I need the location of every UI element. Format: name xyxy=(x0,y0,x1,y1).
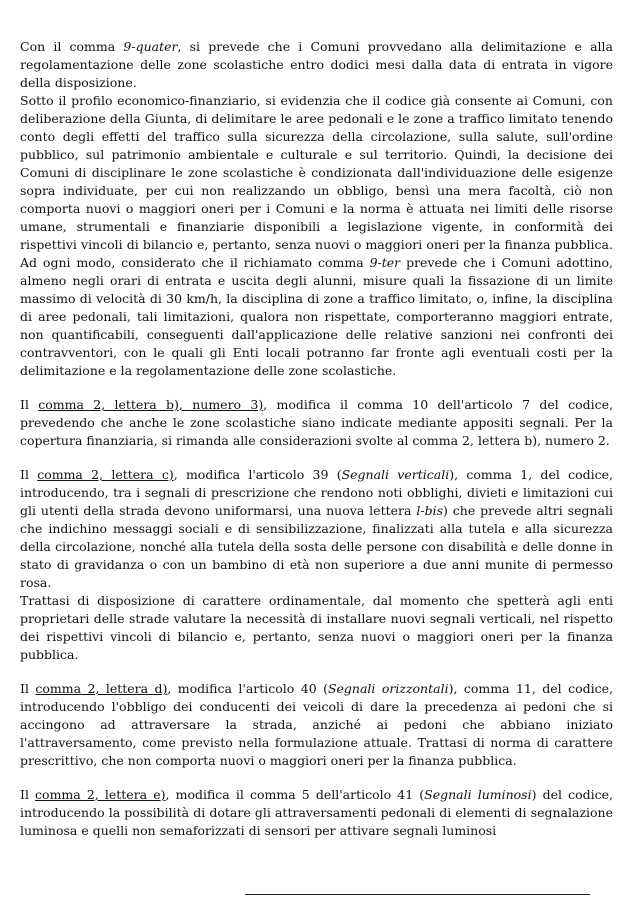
text-run: , si prevede che i Comuni provvedano alla delimitazione e alla regolamentazione delle zone scolastiche entro dodici mesi dalla data di entrata in vigore della disposizione. xyxy=(20,39,613,90)
article-reference: comma 2, lettera c) xyxy=(37,467,174,482)
italic-text: 9-quater xyxy=(123,39,178,54)
text-run: ), comma 11, del codice, introducendo l'obbligo dei conducenti dei veicoli di dare la precedenza ai pedoni che si accingono ad attraversare la strada, anziché ai pedoni che abbiano iniziato l'attraversamento, come previsto nella formulazione attuale. Trattasi di norma di carattere prescrittivo, che non comporta nuovi o maggiori oneri per la finanza pubblica. xyxy=(20,681,613,768)
paragraph xyxy=(20,92,613,380)
text-run: Con il comma xyxy=(20,39,124,54)
text-run: prevede che i Comuni adottino, almeno negli orari di entrata e uscita degli alunni, misure quali la fissazione di un limite massimo di velocità di 30 km/h, la disciplina di zone a traffico limitato, o, infine, la disciplina di aree pedonali, tali limitazioni, qualora non rispettate, comporteranno maggiori entrate, non quantificabili, conseguenti dall'applicazione delle relative sanzioni nei confronti dei contravventori, con le quali gli Enti locali potranno far fronte agli eventuali costi per la delimitazione e la regolamentazione delle zone scolastiche. xyxy=(20,255,613,378)
article-reference: comma 2, lettera d) xyxy=(35,681,168,696)
paragraph xyxy=(20,592,613,664)
italic-text: Segnali luminosi xyxy=(424,787,532,802)
footnote-separator-line xyxy=(245,894,590,895)
italic-text: 9-ter xyxy=(369,255,401,270)
text-run: Trattasi di disposizione di carattere ordinamentale, dal momento che spetterà agli enti proprietari delle strade valutare la necessità di installare nuovi segnali verticali, nel rispetto dei rispettivi vincoli di bilancio e, pertanto, senza nuovi o maggiori oneri per la finanza pubblica. xyxy=(20,593,613,662)
text-run: Il xyxy=(20,467,38,482)
text-run: Il xyxy=(20,787,36,802)
text-run: ), comma 1, del codice, introducendo, tra i segnali di prescrizione che rendono noti obblighi, divieti e limitazioni cui gli utenti della strada devono uniformarsi, una nuova lettera xyxy=(20,467,613,518)
article-reference: comma 2, lettera b), numero 3) xyxy=(38,397,264,412)
text-run: Sotto il profilo economico-finanziario, si evidenzia che il codice già consente ai Comuni, con deliberazione della Giunta, di delimitare le aree pedonali e le zone a traffico limitato tenendo conto degli effetti del traffico sulla sicurezza della circolazione, sulla salute, sull'ordine pubblico, sul patrimonio ambientale e culturale e sul territorio. Quindi, la decisione dei Comuni di disciplinare le zone scolastiche è condizionata dall'individuazione delle esigenze sopra individuate, per cui non realizzando un obbligo, bensì una mera facoltà, ciò non comporta nuovi o maggiori oneri per i Comuni e la norma è attuata nei limiti delle risorse umane, strumentali e finanziarie disponibili a legislazione vigente, in conformità dei rispettivi vincoli di bilancio e, pertanto, senza nuovi o maggiori oneri per la finanza pubblica. Ad ogni modo, considerato che il richiamato comma xyxy=(20,93,613,270)
text-run: ) del codice, introducendo la possibilità di dotare gli attraversamenti pedonali di elementi di segnalazione luminosa e quelli non semaforizzati di sensori per attivare segnali luminosi xyxy=(20,787,613,838)
paragraph xyxy=(20,396,613,450)
text-run: , modifica l'articolo 39 ( xyxy=(173,467,342,482)
text-run: ) che prevede altri segnali che indichino messaggi sociali e di sensibilizzazione, finalizzati alla tutela e alla sicurezza della circolazione, nonché alla tutela della sosta delle persone con disabilità e delle donne in stato di gravidanza o con un bambino di età non superiore a due anni munite di permesso rosa. xyxy=(20,503,613,590)
text-run: , modifica l'articolo 40 ( xyxy=(167,681,328,696)
paragraph xyxy=(20,38,613,92)
text-run: , modifica il comma 5 dell'articolo 41 ( xyxy=(165,787,425,802)
italic-text: Segnali orizzontali xyxy=(327,681,449,696)
text-run: , modifica il comma 10 dell'articolo 7 del codice, prevedendo che anche le zone scolastiche siano indicate mediante appositi segnali. Per la copertura finanziaria, si rimanda alle considerazioni svolte al comma 2, lettera b), numero 2. xyxy=(20,397,613,448)
article-reference: comma 2, lettera e) xyxy=(35,787,166,802)
text-run: Il xyxy=(20,681,36,696)
italic-text: l-bis xyxy=(416,503,444,518)
document-body xyxy=(20,38,613,840)
paragraph xyxy=(20,466,613,592)
paragraph xyxy=(20,786,613,840)
text-run: Il xyxy=(20,397,39,412)
italic-text: Segnali verticali xyxy=(341,467,450,482)
paragraph xyxy=(20,680,613,770)
